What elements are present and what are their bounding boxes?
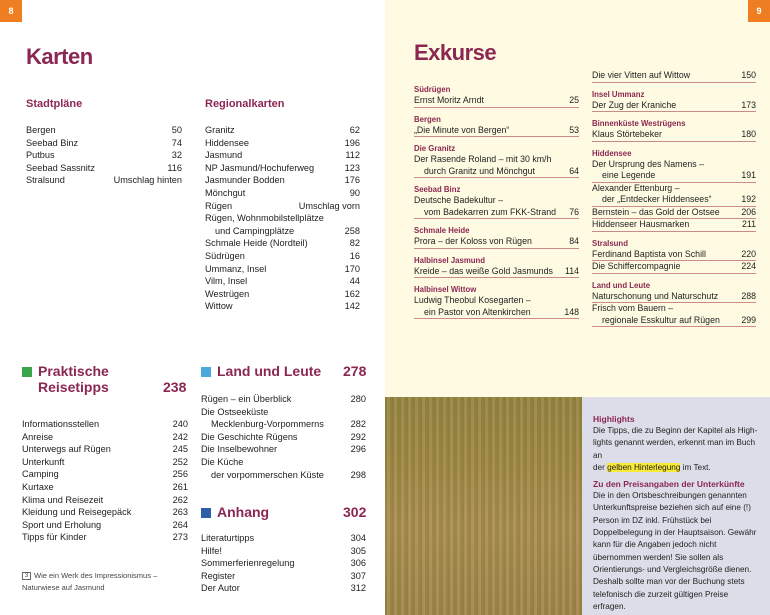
regionalkarte-row — [205, 237, 360, 250]
exkurs-col2-entry-label: Die vier Vitten auf Wittow — [592, 70, 691, 80]
exkurs-col1-entry-label: Ludwig Theobul Kosegarten – — [414, 295, 531, 305]
praktische-page: 261 — [172, 481, 188, 492]
praktische-row — [22, 468, 188, 481]
exkurs-col1-entry-label: ein Pastor von Altenkirchen — [424, 306, 531, 317]
exkurs-col1-group — [414, 184, 579, 219]
green-square-icon — [22, 367, 32, 377]
regionalkarte-row — [205, 300, 360, 313]
exkurs-col1-entry-page: 53 — [569, 124, 579, 135]
blue-square-icon — [201, 367, 211, 377]
regionalkarte-page: 258 — [344, 225, 360, 236]
exkurs-col2-entry-label: Der Zug der Kraniche — [592, 99, 677, 110]
regionalkarte-page: 16 — [349, 250, 360, 261]
land-und-leute-row — [201, 431, 366, 444]
regionalkarte-page: 142 — [344, 301, 360, 312]
exkurs-col2-entry-label: eine Legende — [602, 170, 656, 180]
exkurs-col2-entry-label: Naturschonung und Naturschutz — [592, 290, 719, 301]
exkurs-col2-entry-label: Hiddenseer Hausmarken — [592, 219, 690, 229]
regionalkarte-label: Granitz — [205, 125, 235, 135]
exkurs-col1-entry — [414, 266, 579, 279]
land-und-leute-label: Die Küche — [201, 456, 244, 467]
praktische-page: 238 — [163, 379, 187, 395]
highlights-box — [582, 397, 770, 615]
caption-line1: Wie ein Werk des Impressionismus – — [34, 571, 158, 580]
page-title-exkurse: Exkurse — [414, 40, 497, 65]
regionalkarte-label: Jasmunder Bodden — [205, 175, 285, 186]
exkurs-col1-entry — [414, 295, 579, 307]
exkurs-col1-entry-page: 114 — [564, 265, 579, 276]
exkurs-col2-group — [592, 148, 756, 232]
exkurs-col2-entry-page: 180 — [741, 129, 756, 139]
stadtplan-row — [26, 124, 182, 137]
exkurs-col2-entry-label: Frisch vom Bauern – — [592, 303, 674, 313]
anhang-row — [201, 557, 366, 570]
exkurs-col1-entry — [414, 307, 579, 320]
regionalkarte-row — [205, 288, 360, 301]
anhang-row — [201, 532, 366, 545]
exkurs-col1-group-heading: Die Granitz — [414, 144, 456, 153]
land-und-leute-page: 282 — [350, 419, 366, 430]
regionalkarte-row — [205, 149, 360, 162]
land-und-leute-row — [201, 418, 366, 431]
exkurs-col1-entry — [414, 125, 579, 138]
exkurs-col1-group-heading: Seebad Binz — [414, 185, 461, 194]
regionalkarte-page: Umschlag vorn — [298, 200, 360, 211]
highlights-marked-text: gelben Hinterlegung — [607, 462, 681, 472]
page-number-left: 8 — [0, 0, 22, 22]
stadtplan-label: Stralsund — [26, 175, 65, 186]
exkurs-col1-group-heading: Schmale Heide — [414, 226, 470, 235]
heading-stadtplaene: Stadtpläne — [26, 98, 83, 110]
regionalkarte-row — [205, 187, 360, 200]
regionalkarte-row — [205, 212, 360, 225]
exkurs-col2-group — [592, 280, 756, 328]
anhang-title: Anhang — [217, 504, 270, 520]
section-anhang — [201, 504, 269, 520]
stadtplan-row — [26, 137, 182, 150]
land-und-leute-label: Die Geschichte Rügens — [201, 431, 298, 442]
stadtplan-label: Putbus — [26, 150, 55, 161]
photo-caption — [22, 570, 192, 594]
regionalkarte-row — [205, 225, 360, 238]
regionalkarte-label: Wittow — [205, 301, 233, 312]
praktische-label: Camping — [22, 469, 59, 480]
land-und-leute-page: 278 — [343, 363, 367, 379]
exkurs-col2-entry — [592, 70, 756, 83]
preisangaben-text: Die in den Ortsbeschreibungen genannten Unterkunftspreise beziehen sich auf eine (!) Person im DZ inkl. Frühstück bei Doppelbelegung in der Hauptsaison. Gewähr kann für die Angaben jedoch nicht übernommen werden! Sie sollen als Orientierungs- und Vergleichsgröße dienen. Deshalb sollte man vor der Buchung stets telefonisch die zurzeit gültigen Preise erfragen. — [593, 491, 757, 611]
caption-line2: Naturwiese auf Jasmund — [22, 583, 105, 592]
praktische-row — [22, 494, 188, 507]
exkurs-col1-entry — [414, 154, 579, 166]
exkurs-col1-group-heading: Südrügen — [414, 85, 451, 94]
exkurs-col2-entry — [592, 261, 756, 274]
praktische-label: Kleidung und Reisegepäck — [22, 507, 132, 518]
exkurs-col2-group-heading: Binnenküste Westrügens — [592, 119, 686, 128]
praktische-label: Klima und Reisezeit — [22, 494, 104, 505]
regionalkarte-label: Mönchgut — [205, 187, 246, 198]
exkurs-col2-entry-page: 150 — [741, 70, 756, 80]
exkurs-col2-entry — [592, 159, 756, 171]
stadtplan-page: 50 — [171, 125, 182, 135]
exkurs-col1-entry-page: 84 — [569, 236, 579, 246]
land-und-leute-list — [201, 393, 366, 481]
exkurs-col2-entry — [592, 194, 756, 207]
exkurs-col2-group — [592, 118, 756, 142]
caption-number-box: 3 — [22, 572, 31, 580]
heading-regionalkarten: Regionalkarten — [205, 98, 285, 110]
anhang-row — [201, 570, 366, 583]
stadtplaene-list — [26, 124, 182, 187]
land-und-leute-page: 280 — [350, 394, 366, 404]
exkurs-col1-group — [414, 143, 579, 178]
regionalkarte-page: 112 — [345, 150, 360, 161]
exkurs-col2-entry-page: 220 — [741, 248, 756, 259]
praktische-row — [22, 519, 188, 532]
exkurs-col1-group-heading: Halbinsel Wittow — [414, 285, 477, 294]
praktische-page: 252 — [172, 456, 188, 467]
page-title-karten: Karten — [26, 44, 93, 69]
exkurs-col2-group-heading: Hiddensee — [592, 148, 632, 158]
exkurs-col1-group — [414, 114, 579, 138]
exkurs-col2-entry-label: Alexander Ettenburg – — [592, 182, 680, 193]
regionalkarte-page: 90 — [349, 187, 360, 198]
stadtplan-page: 32 — [171, 150, 182, 161]
praktische-row — [22, 418, 188, 431]
exkurs-col1-group — [414, 255, 579, 279]
exkurs-col1-group — [414, 284, 579, 319]
stadtplan-row — [26, 149, 182, 162]
praktische-page: 240 — [172, 419, 188, 429]
regionalkarte-label: und Campingplätze — [215, 225, 295, 236]
exkurs-col2-entry-page: 191 — [741, 170, 756, 180]
exkurs-col2-entry-label: Der Ursprung des Namens – — [592, 158, 704, 169]
section-land-und-leute — [201, 363, 321, 379]
anhang-row — [201, 582, 366, 595]
land-und-leute-label: Die Inselbewohner — [201, 444, 278, 455]
highlights-pre-mark: der — [593, 462, 608, 472]
land-und-leute-page: 296 — [350, 444, 366, 455]
regionalkarte-label: Rügen, Wohnmobilstellplätze — [205, 213, 324, 224]
exkurs-col2-entry-page: 224 — [741, 261, 756, 271]
exkurs-col1-group-heading: Bergen — [414, 114, 441, 124]
praktische-list — [22, 418, 188, 544]
stadtplan-page: Umschlag hinten — [113, 175, 182, 186]
regionalkarte-row — [205, 162, 360, 175]
exkurs-col2-entry-label: Bernstein – das Gold der Ostsee — [592, 206, 720, 217]
regionalkarte-label: Schmale Heide (Nordteil) — [205, 238, 308, 249]
exkurs-col2-entry — [592, 170, 756, 183]
stadtplan-label: Bergen — [26, 125, 56, 135]
regionalkarte-page: 62 — [349, 125, 360, 135]
exkurs-col1-entry-label: Prora – der Koloss von Rügen — [414, 236, 532, 246]
exkurs-col2-group-heading: Land und Leute — [592, 280, 651, 290]
anhang-row — [201, 545, 366, 558]
praktische-label: Tipps für Kinder — [22, 532, 87, 543]
highlights-line1: Die Tipps, die zu Beginn der Kapitel als High- — [593, 426, 758, 435]
exkurs-col2-entry-page: 288 — [741, 290, 756, 301]
praktische-row — [22, 506, 188, 519]
exkurse-column-1 — [414, 84, 579, 325]
regionalkarte-row — [205, 200, 360, 213]
exkurs-col2-group-heading: Stralsund — [592, 238, 628, 248]
exkurs-col2-entry-label: Klaus Störtebeker — [592, 129, 662, 139]
praktische-row — [22, 443, 188, 456]
stadtplan-label: Seebad Binz — [26, 137, 79, 148]
stadtplan-row — [26, 174, 182, 187]
anhang-label: Hilfe! — [201, 545, 222, 556]
exkurs-col2-group — [592, 70, 756, 83]
exkurs-col2-entry-label: regionale Esskultur auf Rügen — [602, 314, 720, 325]
land-und-leute-page: 298 — [350, 469, 366, 480]
exkurs-col1-entry-label: Deutsche Badekultur – — [414, 195, 503, 205]
exkurs-col2-entry-page: 173 — [741, 99, 756, 110]
exkurs-col1-group-heading: Halbinsel Jasmund — [414, 255, 486, 265]
exkurs-col1-group — [414, 225, 579, 249]
exkurs-col1-entry — [414, 195, 579, 207]
praktische-page: 273 — [172, 532, 188, 543]
praktische-page: 262 — [172, 494, 188, 505]
highlights-post-mark: im Text. — [680, 462, 711, 472]
exkurs-col1-entry-page: 148 — [564, 306, 579, 317]
anhang-label: Register — [201, 570, 236, 581]
regionalkarte-label: NP Jasmund/Hochuferweg — [205, 162, 315, 173]
land-und-leute-row — [201, 406, 366, 419]
exkurs-col2-entry-label: Ferdinand Baptista von Schill — [592, 248, 706, 259]
anhang-page: 306 — [350, 558, 366, 569]
exkurs-col1-entry — [414, 236, 579, 249]
anhang-label: Literaturtipps — [201, 533, 255, 543]
land-und-leute-label: Mecklenburg-Vorpommerns — [211, 419, 324, 430]
exkurs-col1-entry — [414, 207, 579, 220]
exkurs-col1-entry-label: Kreide – das weiße Gold Jasmunds — [414, 265, 553, 276]
anhang-page: 305 — [350, 545, 366, 556]
exkurs-col2-entry — [592, 219, 756, 232]
regionalkarte-label: Vilm, Insel — [205, 276, 248, 287]
anhang-page: 304 — [350, 533, 366, 543]
stadtplan-label: Seebad Sassnitz — [26, 162, 95, 173]
praktische-page: 263 — [172, 507, 188, 518]
regionalkarte-row — [205, 250, 360, 263]
exkurs-col1-entry-label: Der Rasende Roland – mit 30 km/h — [414, 154, 552, 164]
exkurs-col2-entry — [592, 100, 756, 113]
highlights-line2: lights genannt werden, erkennt man im Buch an — [593, 438, 756, 460]
land-und-leute-row — [201, 456, 366, 469]
praktische-page: 264 — [172, 519, 188, 530]
praktische-row — [22, 431, 188, 444]
exkurs-col2-entry — [592, 315, 756, 328]
regionalkarte-page: 123 — [344, 162, 360, 173]
exkurs-col1-entry-page: 25 — [569, 95, 579, 105]
exkurs-col1-entry-label: vom Badekarren zum FKK-Strand — [424, 206, 557, 217]
exkurs-col2-entry — [592, 129, 756, 142]
dark-blue-square-icon — [201, 508, 211, 518]
exkurs-col2-entry — [592, 303, 756, 315]
exkurs-col1-entry-page: 76 — [569, 206, 579, 217]
regionalkarte-row — [205, 263, 360, 276]
exkurs-col2-entry — [592, 183, 756, 195]
praktische-title-line2: Reisetipps — [38, 379, 109, 395]
regionalkarte-label: Hiddensee — [205, 137, 249, 148]
anhang-label: Sommerferienregelung — [201, 558, 295, 569]
land-und-leute-row — [201, 469, 366, 482]
praktische-row — [22, 481, 188, 494]
exkurs-col2-entry-page: 299 — [741, 314, 756, 325]
regionalkarte-page: 196 — [344, 137, 360, 148]
page-number-right: 9 — [748, 0, 770, 22]
preisangaben-heading: Zu den Preisangaben der Unterkünfte — [593, 479, 745, 490]
regionalkarte-page: 170 — [344, 263, 360, 274]
stadtplan-page: 116 — [167, 162, 182, 173]
anhang-label: Der Autor — [201, 583, 240, 594]
exkurs-col2-entry-page: 211 — [741, 219, 756, 229]
exkurs-col2-entry-page: 192 — [741, 194, 756, 204]
regionalkarte-label: Jasmund — [205, 150, 243, 161]
praktische-label: Kurtaxe — [22, 481, 54, 492]
anhang-page: 312 — [350, 583, 366, 594]
exkurs-col1-entry — [414, 95, 579, 108]
exkurs-col1-group — [414, 84, 579, 108]
anhang-page: 302 — [343, 504, 367, 520]
regionalkarte-row — [205, 124, 360, 137]
regionalkarte-row — [205, 275, 360, 288]
exkurs-col2-group — [592, 238, 756, 274]
exkurs-col2-entry-label: Die Schiffercompagnie — [592, 261, 681, 271]
anhang-list — [201, 532, 366, 595]
exkurs-col2-entry-page: 206 — [741, 206, 756, 217]
praktische-row — [22, 456, 188, 469]
regionalkarte-page: 82 — [349, 238, 360, 249]
regionalkarte-label: Rügen — [205, 200, 233, 211]
regionalkarte-row — [205, 174, 360, 187]
praktische-page: 256 — [172, 469, 188, 480]
land-und-leute-label: der vorpommerschen Küste — [211, 469, 324, 480]
meadow-photo — [385, 397, 582, 615]
regionalkarte-label: Westrügen — [205, 288, 250, 299]
land-und-leute-page: 292 — [350, 431, 366, 442]
regionalkarte-page: 176 — [344, 175, 360, 186]
regionalkarte-label: Südrügen — [205, 250, 245, 261]
praktische-label: Sport und Erholung — [22, 519, 102, 530]
stadtplan-page: 74 — [171, 137, 182, 148]
praktische-title-line1: Praktische — [38, 363, 109, 379]
exkurs-col1-entry-label: Ernst Moritz Arndt — [414, 95, 484, 105]
section-praktische-reisetipps — [22, 363, 109, 395]
praktische-label: Anreise — [22, 431, 54, 442]
highlights-heading: Highlights — [593, 414, 635, 424]
regionalkarte-label: Ummanz, Insel — [205, 263, 267, 274]
regionalkarte-row — [205, 137, 360, 150]
regionalkarte-page: 44 — [349, 276, 360, 287]
exkurs-col2-entry — [592, 207, 756, 220]
land-und-leute-row — [201, 393, 366, 406]
land-und-leute-title: Land und Leute — [217, 363, 322, 379]
exkurs-col1-entry-label: „Die Minute von Bergen“ — [414, 124, 510, 135]
regionalkarten-list — [205, 124, 360, 313]
exkurs-col2-entry — [592, 291, 756, 304]
exkurs-col2-group-heading: Insel Ummanz — [592, 89, 645, 99]
praktische-page: 242 — [172, 431, 188, 442]
land-und-leute-label: Die Ostseeküste — [201, 406, 269, 417]
land-und-leute-row — [201, 443, 366, 456]
praktische-label: Unterwegs auf Rügen — [22, 444, 111, 455]
land-und-leute-label: Rügen – ein Überblick — [201, 394, 292, 404]
praktische-label: Informationsstellen — [22, 419, 100, 429]
exkurse-column-2 — [592, 70, 756, 333]
exkurs-col2-group — [592, 89, 756, 113]
exkurs-col2-entry — [592, 249, 756, 262]
highlights-line3 — [593, 462, 762, 474]
exkurs-col2-entry-label: der „Entdecker Hiddensees“ — [602, 194, 712, 204]
regionalkarte-page: 162 — [344, 288, 360, 299]
praktische-row — [22, 531, 188, 544]
exkurs-col1-entry-label: durch Granitz und Mönchgut — [424, 165, 536, 176]
praktische-page: 245 — [172, 444, 188, 455]
praktische-label: Unterkunft — [22, 456, 65, 467]
exkurs-col1-entry — [414, 166, 579, 179]
stadtplan-row — [26, 162, 182, 175]
anhang-page: 307 — [350, 570, 366, 581]
exkurs-col1-entry-page: 64 — [569, 165, 579, 176]
